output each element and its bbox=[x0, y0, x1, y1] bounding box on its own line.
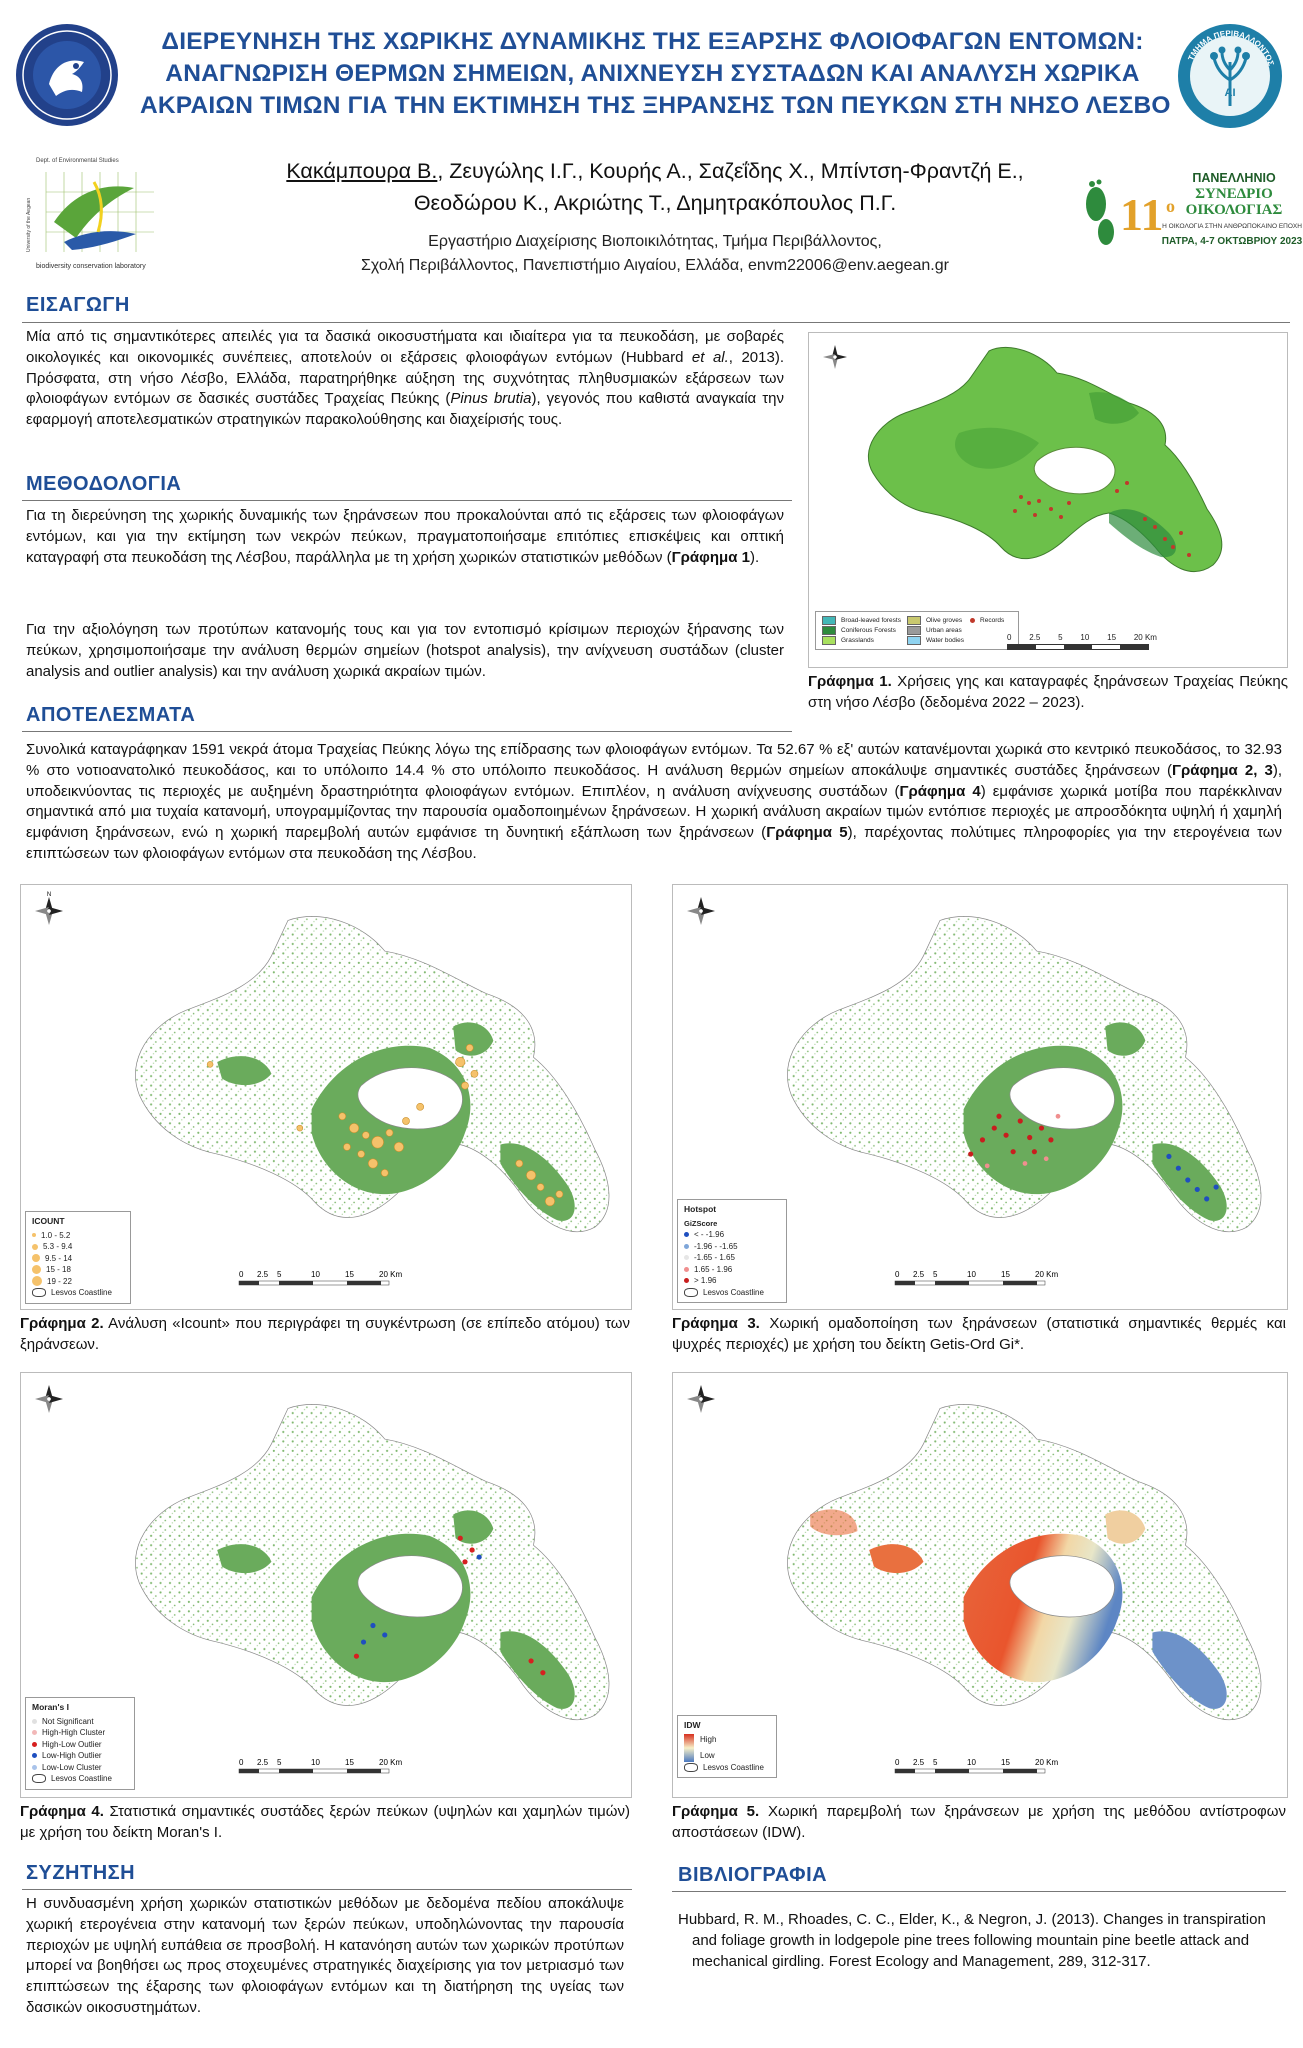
figure-5-caption-text: Χωρική παρεμβολή των ξηράνσεων με χρήση της μεθόδου αντίστροφων αποστάσεων (IDW). bbox=[672, 1803, 1286, 1841]
conference-line-2: ΣΥΝΕΔΡΙΟ bbox=[1195, 186, 1273, 202]
figure-2-caption bbox=[20, 1314, 630, 1356]
scale-tick: 2.5 bbox=[1029, 633, 1041, 642]
scale-tick: 5 bbox=[277, 1758, 282, 1767]
methods-text-2: ). bbox=[749, 548, 760, 566]
intro-heading: ΕΙΣΑΓΩΓΗ bbox=[26, 294, 130, 316]
results-text-c: ), υποδεικνύοντας τις περιοχές με αυξημένη δραστηριότητα φλοιοφάγων εντόμων. Επιπλέον, η ανάλυση ανίχνευσης συστάδων ( bbox=[26, 761, 1282, 800]
hotspot-class-3: -1.65 - 1.65 bbox=[694, 1253, 735, 1262]
lab-logo-bottom-text: biodiversity conservation laboratory bbox=[36, 263, 146, 270]
legend-swatch-icon bbox=[907, 626, 921, 635]
compass-rose bbox=[687, 1385, 715, 1413]
coastline-label: Lesvos Coastline bbox=[51, 1774, 112, 1783]
lab-logo bbox=[24, 152, 174, 276]
scale-tick: 10 bbox=[1080, 633, 1090, 642]
legend-circle-icon bbox=[684, 1278, 689, 1283]
right-logo-ring-text: ΤΜΗΜΑ ΠΕΡΙΒΑΛΛΟΝΤΟΣ bbox=[1186, 28, 1276, 67]
scale-tick: 10 bbox=[311, 1758, 320, 1767]
figure-1-legend bbox=[815, 611, 1019, 650]
scale-tick: 0 bbox=[895, 1758, 900, 1767]
intro-paragraph bbox=[26, 327, 784, 431]
figure-3-caption-label: Γράφημα 3. bbox=[672, 1315, 760, 1332]
legend-broadleaved: Broad-leaved forests bbox=[841, 617, 901, 624]
scale-tick: 5 bbox=[933, 1270, 938, 1279]
scale-tick: 5 bbox=[1058, 633, 1063, 642]
methods-text-1: Για τη διερεύνηση της χωρικής δυναμικής των ξηράνσεων που προκαλούνται από τις εξάρσεις των φλοιοφάγων εντόμων, και για την εκτίμηση των νεκρών πεύκων, πραγματοποιήσαμε επιτόπιες επισκέψεις και οπτική καταγραφή στα πευκοδάση της Λέσβου, παράλληλα με τη χρήση χωρικών στατιστικών μεθόδων ( bbox=[26, 507, 784, 566]
coastline-icon bbox=[32, 1774, 46, 1783]
figure-1-caption-label: Γράφημα 1. bbox=[808, 673, 892, 690]
icount-class-1: 1.0 - 5.2 bbox=[41, 1230, 71, 1240]
figure-3-caption-text: Χωρική ομαδοποίηση των ξηράνσεων (στατιστικά σημαντικές θερμές και ψυχρές περιοχές) με χρήση του δείκτη Getis-Ord Gi*. bbox=[672, 1315, 1286, 1353]
legend-circle-icon bbox=[32, 1765, 37, 1770]
figure-5-map bbox=[672, 1372, 1288, 1798]
icount-class-4: 15 - 18 bbox=[46, 1265, 71, 1274]
hotspot-class-1: < - -1.96 bbox=[694, 1230, 725, 1239]
conference-line-4: Η ΟΙΚΟΛΟΓΙΑ ΣΤΗΝ ΑΝΘΡΩΠΟΚΑΙΝΟ ΕΠΟΧΗ bbox=[1162, 223, 1302, 230]
scale-tick: 20 Km bbox=[1133, 633, 1157, 642]
title-line-1: ΔΙΕΡΕΥΝΗΣΗ ΤΗΣ ΧΩΡΙΚΗΣ ΔΥΝΑΜΙΚΗΣ ΤΗΣ ΕΞΑΡΣΗΣ ΦΛΟΙΟΦΑΓΩΝ ΕΝΤΟΜΩΝ: bbox=[161, 28, 1144, 55]
affiliation-line-1: Εργαστήριο Διαχείρισης Βιοποικιλότητας, Τμήμα Περιβάλλοντος, bbox=[428, 233, 882, 250]
idw-ramp-icon bbox=[684, 1734, 694, 1762]
legend-swatch-icon bbox=[907, 636, 921, 645]
compass-rose bbox=[35, 892, 63, 925]
icount-legend-title: ICOUNT bbox=[32, 1216, 65, 1226]
morans-class-5: Low-Low Cluster bbox=[42, 1762, 102, 1772]
scale-tick: 2.5 bbox=[257, 1270, 269, 1279]
scale-tick: 15 bbox=[1001, 1270, 1010, 1279]
scale-tick: 10 bbox=[967, 1270, 976, 1279]
authors bbox=[190, 155, 1120, 219]
legend-record-icon bbox=[970, 618, 975, 623]
legend-circle-icon bbox=[684, 1267, 689, 1272]
scale-tick: 0 bbox=[1007, 633, 1012, 642]
results-rule bbox=[22, 731, 792, 732]
legend-circle-icon bbox=[32, 1254, 40, 1262]
lab-logo-side-text: University of the Aegean bbox=[26, 197, 32, 252]
conference-number: 11 bbox=[1120, 189, 1164, 240]
legend-circle-icon bbox=[32, 1233, 36, 1237]
figure-1-caption bbox=[808, 672, 1288, 714]
results-figref-23: Γράφημα 2, 3 bbox=[1171, 761, 1273, 779]
results-paragraph bbox=[26, 740, 1282, 865]
scale-tick: 2.5 bbox=[257, 1758, 269, 1767]
figure-3-scalebar bbox=[895, 1270, 1058, 1285]
scale-tick: 20 Km bbox=[379, 1758, 403, 1767]
figure-4-legend bbox=[25, 1697, 135, 1790]
conference-line-5: ΠΑΤΡΑ, 4-7 ΟΚΤΩΒΡΙΟΥ 2023 bbox=[1161, 236, 1303, 247]
intro-text-2: , 2013). Πρόσφατα, στη νήσο Λέσβο, Ελλάδα, παρατηρήθηκε αύξηση της συχνότητας πληθυσμιακών εξάρσεων των φλοιοφάγων εντόμων σε δασικές συστάδες Τραχείας Πεύκης ( bbox=[26, 348, 784, 408]
results-heading: ΑΠΟΤΕΛΕΣΜΑΤΑ bbox=[26, 704, 196, 726]
conference-line-1: ΠΑΝΕΛΛΗΝΙΟ bbox=[1192, 171, 1276, 185]
figure-2-legend bbox=[25, 1211, 131, 1304]
scale-tick: 15 bbox=[345, 1758, 354, 1767]
figure-3-legend bbox=[677, 1199, 787, 1303]
coastline-label: Lesvos Coastline bbox=[703, 1762, 764, 1772]
morans-legend-title: Moran's I bbox=[32, 1702, 69, 1712]
results-figref-5: Γράφημα 5 bbox=[766, 824, 848, 842]
figure-1-scalebar bbox=[1007, 633, 1157, 650]
scale-tick: 15 bbox=[1001, 1758, 1010, 1767]
conference-line-3: ΟΙΚΟΛΟΓΙΑΣ bbox=[1185, 202, 1283, 218]
scale-tick: 5 bbox=[277, 1270, 282, 1279]
reference-1: Hubbard, R. M., Rhoades, C. C., Elder, K., & Negron, J. (2013). Changes in transpiration and foliage growth in lodgepole pine trees following mountain pine beetle attack and mechanical girdling. Forest Ecology and Management, 289, 312-317. bbox=[678, 1911, 1266, 1970]
scale-tick: 2.5 bbox=[913, 1758, 925, 1767]
scale-tick: 5 bbox=[933, 1758, 938, 1767]
conference-logo bbox=[1082, 168, 1303, 258]
discussion-paragraph: Η συνδυασμένη χρήση χωρικών στατιστικών μεθόδων με δεδομένα πεδίου αποκάλυψε χωρική ετερογένεια στην κατανομή των ξερών πεύκων, υποδηλώνοντας την παρουσία περιοχών με υψηλή ευπάθεια σε προσβολή. Η κατανόηση αυτών των χωρικών προτύπων μπορεί να βοηθήσει ως προς στοχευμένες στρατηγικές διαχείρισης για τον μετριασμό των επιπτώσεων της έξαρσης των φλοιοφάγων εντόμων και τη διατήρηση της υγείας των δασικών οικοσυστημάτων. bbox=[26, 1895, 624, 2016]
discussion-rule bbox=[22, 1889, 632, 1890]
figure-5-legend bbox=[677, 1715, 777, 1778]
hotspot-legend-title: Hotspot bbox=[684, 1204, 717, 1214]
legend-circle-icon bbox=[32, 1719, 37, 1724]
lab-logo-graphic bbox=[24, 152, 174, 276]
results-figref-4: Γράφημα 4 bbox=[899, 782, 981, 800]
methods-paragraph-2: Για την αξιολόγηση των προτύπων κατανομής τους και για τον εντοπισμό κρίσιμων περιοχών ξήρανσης των πεύκων, χρησιμοποιήσαμε την ανάλυση θερμών σημείων (hotspot analysis), την ανίχνευση συστάδων (cluster analysis and outlier analysis) και την ανάλυση χωρικά ακραίων τιμών. bbox=[26, 621, 784, 680]
legend-circle-icon bbox=[32, 1265, 41, 1274]
hotspot-class-2: -1.96 - -1.65 bbox=[694, 1241, 738, 1251]
legend-circle-icon bbox=[684, 1232, 689, 1237]
methods-paragraph-1 bbox=[26, 506, 784, 568]
scale-tick: 20 Km bbox=[1035, 1758, 1059, 1767]
figure-1-caption-text: Χρήσεις γης και καταγραφές ξηράνσεων Τραχείας Πεύκης στη νήσο Λέσβο (δεδομένα 2022 – 2023). bbox=[808, 673, 1288, 711]
intro-italic-1: et al. bbox=[691, 348, 729, 366]
hotspot-class-4: 1.65 - 1.96 bbox=[694, 1264, 733, 1274]
methods-rule bbox=[22, 500, 792, 501]
figure-4-caption-text: Στατιστικά σημαντικές συστάδες ξερών πεύκων (υψηλών και χαμηλών τιμών) με χρήση του δείκτη Moran's I. bbox=[20, 1803, 630, 1841]
intro-rule bbox=[22, 322, 1290, 323]
coastline-icon bbox=[684, 1288, 698, 1297]
idw-high-label: High bbox=[700, 1734, 717, 1744]
conference-superscript: ο bbox=[1166, 196, 1175, 216]
legend-records: Records bbox=[980, 617, 1005, 624]
figure-4-caption bbox=[20, 1802, 630, 1844]
university-seal-logo bbox=[14, 22, 120, 128]
results-text-g: ), παρέχοντας πολύτιμες πληροφορίες για την ετερογένεια των επιπτώσεων των φλοιοφάγων εντόμων στα πευκοδάση της Λέσβου. bbox=[26, 824, 1282, 862]
title-line-3: ΑΚΡΑΙΩΝ ΤΙΜΩΝ ΓΙΑ ΤΗΝ ΕΚΤΙΜΗΣΗ ΤΗΣ ΞΗΡΑΝΣΗΣ ΤΩΝ ΠΕΥΚΩΝ ΣΤΗ ΝΗΣΟ ΛΕΣΒΟ bbox=[140, 92, 1171, 119]
morans-class-2: High-High Cluster bbox=[42, 1728, 106, 1737]
methods-figref: Γράφημα 1 bbox=[671, 548, 750, 566]
icount-class-5: 19 - 22 bbox=[47, 1276, 72, 1286]
legend-olive: Olive groves bbox=[925, 617, 963, 624]
figure-5-caption bbox=[672, 1802, 1286, 1844]
intro-text-3: ), γεγονός που καθιστά αναγκαία την εφαρμογή αποτελεσματικών στρατηγικών παρακολούθησης και διαχείρισής τους. bbox=[26, 390, 784, 429]
figure-2-caption-label: Γράφημα 2. bbox=[20, 1315, 104, 1332]
scale-tick: 20 Km bbox=[1035, 1270, 1059, 1279]
results-text-e: ) εμφάνισε χωρικά μοτίβα που παρέκκλιναν σημαντικά από μια τυχαία κατανομή, υπογραμμίζοντας την παρουσία ομαδοποιημένων ξηράνσεων. Η χωρική ανάλυση ακραίων τιμών εντόπισε περιοχές με απροσδόκητα υψηλή ή χαμηλή εμφάνιση ξηράνσεων, ενώ η χωρική παρεμβολή αυτών εμφάνισε τη δυνητική εξάπλωση των ξηράνσεων ( bbox=[26, 782, 1283, 842]
lab-logo-top-text: Dept. of Environmental Studies bbox=[36, 158, 119, 164]
coastline-icon bbox=[32, 1288, 46, 1297]
legend-circle-icon bbox=[32, 1730, 37, 1735]
figure-1-map bbox=[808, 332, 1288, 668]
figure-4-scalebar bbox=[239, 1758, 402, 1773]
legend-swatch-icon bbox=[822, 626, 836, 635]
poster-title bbox=[140, 26, 1171, 122]
title-line-2: ΑΝΑΓΝΩΡΙΣΗ ΘΕΡΜΩΝ ΣΗΜΕΙΩΝ, ΑΝΙΧΝΕΥΣΗ ΣΥΣΤΑΔΩΝ ΚΑΙ ΑΝΑΛΥΣΗ ΧΩΡΙΚΑ bbox=[165, 60, 1140, 87]
coastline-label: Lesvos Coastline bbox=[703, 1287, 764, 1297]
authors-line-1: , Ζευγώλης Ι.Γ., Κουρής Α., Σαζεΐδης Χ., Μπίντση-Φραντζή Ε., bbox=[437, 159, 1024, 183]
figure-5-scalebar bbox=[895, 1758, 1058, 1773]
scale-tick: 2.5 bbox=[913, 1270, 925, 1279]
scale-tick: 0 bbox=[895, 1270, 900, 1279]
legend-circle-icon bbox=[32, 1244, 38, 1250]
legend-swatch-icon bbox=[822, 616, 836, 625]
compass-n: N bbox=[46, 892, 52, 898]
idw-legend-title: IDW bbox=[684, 1720, 701, 1730]
affiliation bbox=[210, 230, 1100, 278]
legend-swatch-icon bbox=[907, 616, 921, 625]
idw-low-label: Low bbox=[700, 1751, 715, 1760]
compass-rose bbox=[35, 1385, 63, 1413]
figure-2-scalebar bbox=[239, 1270, 402, 1285]
results-text-a: Συνολικά καταγράφηκαν 1591 νεκρά άτομα Τραχείας Πεύκης λόγω της επίδρασης των φλοιοφάγων εντόμων. Τα 52.67 % εξ' αυτών κατανέμονται χωρικά στο κεντρικό πευκοδάσος, το 32.93 % στο νοτιοανατολικό πευκοδάσος, και το υπόλοιπο 14.4 % στο υπόλοιπο πευκοδάσος. Η ανάλυση θερμών σημείων αποκάλυψε σημαντικές συστάδες ξηράνσεων ( bbox=[26, 741, 1282, 779]
conference-logo-graphic bbox=[1082, 168, 1303, 258]
figure-3-map bbox=[672, 884, 1288, 1310]
intro-italic-2: Pinus brutia bbox=[450, 390, 532, 408]
legend-circle-icon bbox=[32, 1753, 37, 1758]
legend-coniferous: Coniferous Forests bbox=[841, 627, 896, 634]
legend-urban: Urban areas bbox=[925, 627, 962, 634]
reference-item bbox=[678, 1910, 1292, 1972]
right-logo-center-text: ΑΙ bbox=[1224, 87, 1236, 99]
figure-5-caption-label: Γράφημα 5. bbox=[672, 1803, 760, 1820]
coastline-icon bbox=[684, 1763, 698, 1772]
legend-swatch-icon bbox=[822, 636, 836, 645]
hotspot-legend-subtitle: GiZScore bbox=[684, 1218, 718, 1228]
legend-circle-icon bbox=[684, 1255, 689, 1260]
scale-tick: 20 Km bbox=[379, 1270, 403, 1279]
legend-circle-icon bbox=[684, 1244, 689, 1249]
figure-3-caption bbox=[672, 1314, 1286, 1356]
figure-4-caption-label: Γράφημα 4. bbox=[20, 1803, 104, 1820]
scale-tick: 15 bbox=[1107, 633, 1117, 642]
authors-line-2: Θεοδώρου Κ., Ακριώτης Τ., Δημητρακόπουλος Π.Γ. bbox=[413, 191, 897, 215]
legend-circle-icon bbox=[32, 1742, 37, 1747]
icount-class-2: 5.3 - 9.4 bbox=[43, 1242, 73, 1251]
scale-tick: 0 bbox=[239, 1758, 244, 1767]
morans-class-1: Not Significant bbox=[42, 1716, 94, 1726]
morans-class-3: High-Low Outlier bbox=[42, 1739, 102, 1749]
hotspot-class-5: > 1.96 bbox=[694, 1276, 717, 1285]
first-author: Κακάμπουρα Β. bbox=[286, 159, 438, 183]
legend-circle-icon bbox=[32, 1276, 42, 1286]
affiliation-line-2: Σχολή Περιβάλλοντος, Πανεπιστήμιο Αιγαίου, Ελλάδα, envm22006@env.aegean.gr bbox=[361, 257, 949, 274]
morans-class-4: Low-High Outlier bbox=[42, 1751, 102, 1760]
discussion-heading: ΣΥΖΗΤΗΣΗ bbox=[26, 1862, 136, 1884]
methods-heading: ΜΕΘΟΔΟΛΟΓΙΑ bbox=[26, 473, 182, 495]
intro-text-1: Μία από τις σημαντικότερες απειλές για τα δασικά οικοσυστήματα και ιδιαίτερα για τα πευκοδάση, με σοβαρές οικολογικές και οικονομικές συνέπειες, αποτελούν οι εξάρσεις φλοιοφάγων εντόμων (Hubbard bbox=[26, 328, 784, 366]
legend-water: Water bodies bbox=[925, 637, 965, 644]
environment-dept-logo bbox=[1176, 22, 1284, 130]
scale-tick: 0 bbox=[239, 1270, 244, 1279]
compass-rose bbox=[687, 897, 715, 925]
legend-grasslands: Grasslands bbox=[841, 637, 874, 644]
figure-2-map bbox=[20, 884, 632, 1310]
references-rule bbox=[672, 1891, 1286, 1892]
figure-4-map bbox=[20, 1372, 632, 1798]
icount-class-3: 9.5 - 14 bbox=[45, 1253, 73, 1263]
figure-2-caption-text: Ανάλυση «Icount» που περιγράφει τη συγκέντρωση (σε επίπεδο ατόμου) των ξηράνσεων. bbox=[20, 1315, 630, 1353]
scale-tick: 15 bbox=[345, 1270, 354, 1279]
references-heading: ΒΙΒΛΙΟΓΡΑΦΙΑ bbox=[678, 1864, 828, 1886]
coastline-label: Lesvos Coastline bbox=[51, 1288, 112, 1297]
compass-rose bbox=[823, 345, 847, 369]
scale-tick: 10 bbox=[967, 1758, 976, 1767]
scale-tick: 10 bbox=[311, 1270, 320, 1279]
